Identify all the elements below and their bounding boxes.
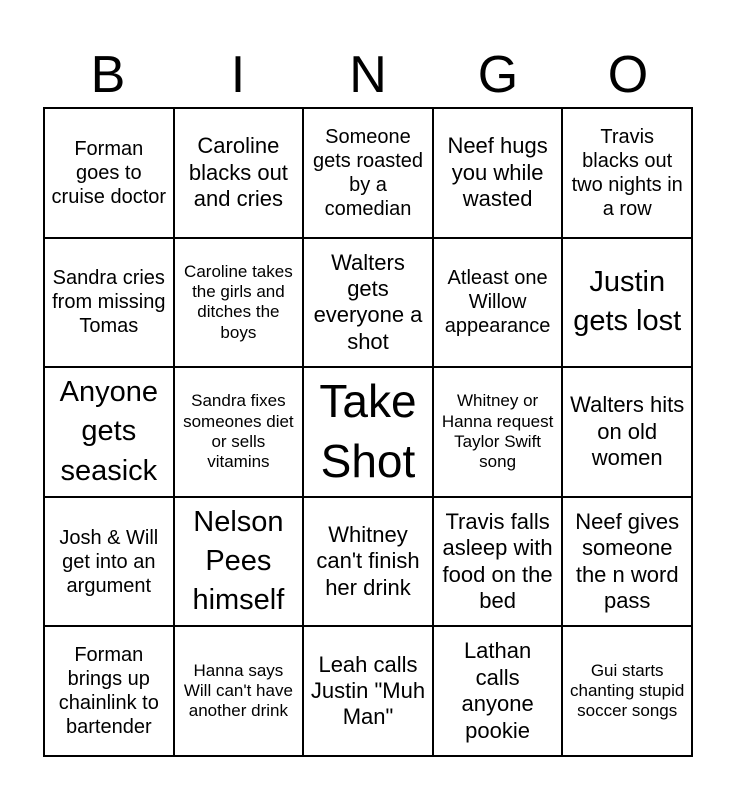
- bingo-cell[interactable]: Hanna says Will can't have another drink: [174, 626, 304, 756]
- header-letter-i: I: [230, 46, 246, 104]
- bingo-cell[interactable]: Sandra cries from missing Tomas: [44, 238, 174, 368]
- bingo-cell[interactable]: Forman goes to cruise doctor: [44, 108, 174, 238]
- bingo-cell[interactable]: Anyone gets seasick: [44, 367, 174, 497]
- bingo-cell[interactable]: Caroline takes the girls and ditches the boys: [174, 238, 304, 368]
- bingo-grid: [43, 107, 693, 757]
- bingo-cell[interactable]: Whitney or Hanna request Taylor Swift song: [433, 367, 563, 497]
- bingo-cell[interactable]: Caroline blacks out and cries: [174, 108, 304, 238]
- free-space-cell[interactable]: Take Shot: [303, 367, 433, 497]
- header-letter-o: O: [607, 46, 649, 104]
- bingo-cell[interactable]: Neef gives someone the n word pass: [562, 497, 692, 627]
- bingo-cell[interactable]: Atleast one Willow appearance: [433, 238, 563, 368]
- bingo-cell[interactable]: Josh & Will get into an argument: [44, 497, 174, 627]
- bingo-cell[interactable]: Walters hits on old women: [562, 367, 692, 497]
- bingo-cell[interactable]: Gui starts chanting stupid soccer songs: [562, 626, 692, 756]
- bingo-header: [43, 44, 693, 106]
- bingo-cell[interactable]: Leah calls Justin "Muh Man": [303, 626, 433, 756]
- bingo-cell[interactable]: Someone gets roasted by a comedian: [303, 108, 433, 238]
- bingo-cell[interactable]: Sandra fixes someones diet or sells vitamins: [174, 367, 304, 497]
- bingo-cell[interactable]: Forman brings up chainlink to bartender: [44, 626, 174, 756]
- header-letter-g: G: [477, 46, 519, 104]
- header-letter-b: B: [90, 46, 126, 104]
- bingo-cell[interactable]: Nelson Pees himself: [174, 497, 304, 627]
- header-letter-n: N: [349, 46, 387, 104]
- bingo-cell[interactable]: Whitney can't finish her drink: [303, 497, 433, 627]
- bingo-cell[interactable]: Lathan calls anyone pookie: [433, 626, 563, 756]
- bingo-cell[interactable]: Neef hugs you while wasted: [433, 108, 563, 238]
- bingo-cell[interactable]: Travis falls asleep with food on the bed: [433, 497, 563, 627]
- bingo-cell[interactable]: Travis blacks out two nights in a row: [562, 108, 692, 238]
- bingo-cell[interactable]: Walters gets everyone a shot: [303, 238, 433, 368]
- bingo-cell[interactable]: Justin gets lost: [562, 238, 692, 368]
